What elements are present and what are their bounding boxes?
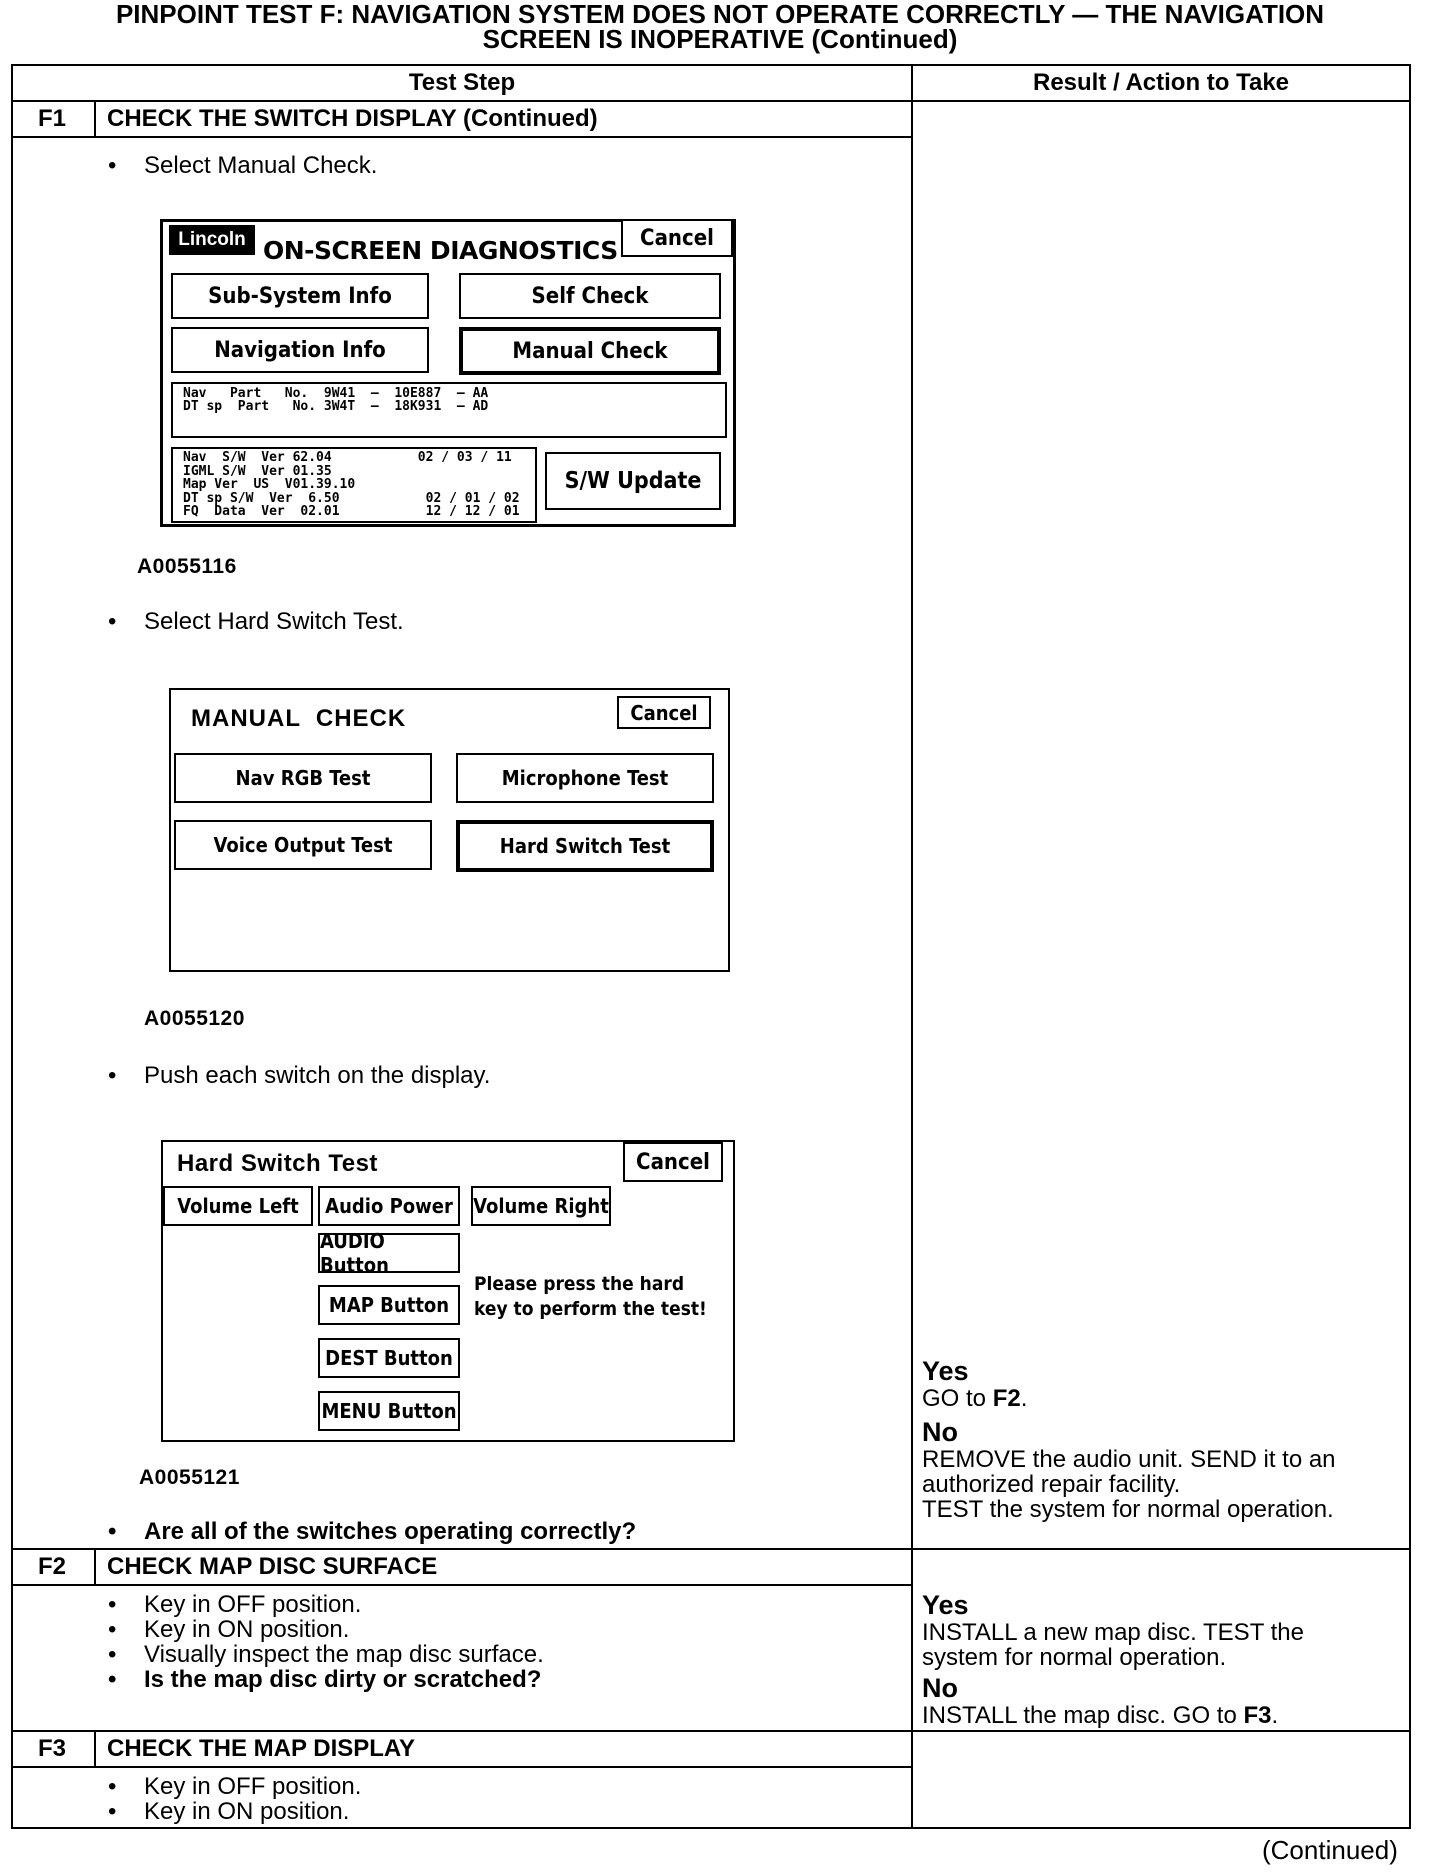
step-id-f3: F3: [38, 1735, 67, 1762]
f1-yes-action: GO to F2.: [922, 1385, 1028, 1412]
figure-hard-switch-test: [161, 1140, 735, 1442]
volume-left-button[interactable]: Volume Left: [163, 1186, 313, 1226]
voice-output-test-button[interactable]: Voice Output Test: [174, 820, 432, 870]
manual-check-title: MANUAL CHECK: [191, 705, 407, 732]
hard-switch-test-button[interactable]: Hard Switch Test: [456, 820, 714, 872]
part-number-panel: [171, 382, 727, 438]
continued-note: (Continued): [1262, 1835, 1398, 1865]
f3-step-key-off: • Key in OFF position.: [144, 1774, 361, 1799]
step-header-f3: CHECK THE MAP DISPLAY: [107, 1735, 416, 1762]
f1-no-line3: TEST the system for normal operation.: [922, 1496, 1334, 1523]
figure-caption-a0055116: A0055116: [137, 555, 237, 578]
f1-yes-label: Yes: [922, 1356, 969, 1386]
column-header-result: Result / Action to Take: [1032, 69, 1290, 96]
f3-step-key-on: • Key in ON position.: [144, 1799, 349, 1824]
f2-step-key-off: • Key in OFF position.: [144, 1592, 361, 1617]
map-hard-button[interactable]: MAP Button: [318, 1285, 460, 1325]
f2-result: [922, 1590, 1304, 1728]
figure-caption-a0055121: A0055121: [139, 1466, 240, 1489]
nav-rgb-test-button[interactable]: Nav RGB Test: [174, 753, 432, 803]
step-header-f1: CHECK THE SWITCH DISPLAY (Continued): [107, 105, 598, 132]
f1-question: • Are all of the switches operating correctly?: [144, 1519, 636, 1544]
f1-no-label: No: [922, 1417, 958, 1447]
f1-no-line1: REMOVE the audio unit. SEND it to an: [922, 1446, 1336, 1473]
f2-step-inspect-disc: • Visually inspect the map disc surface.: [144, 1642, 544, 1667]
microphone-test-button[interactable]: Microphone Test: [456, 753, 714, 803]
menu-hard-button[interactable]: MENU Button: [318, 1391, 460, 1431]
step-id-f2: F2: [38, 1553, 67, 1580]
dtsp-part-number: DT sp Part No. 3W4T – 18K931 – AD: [183, 399, 489, 414]
f1-step-select-hard-switch-test: • Select Hard Switch Test.: [144, 609, 404, 634]
nav-part-number: Nav Part No. 9W41 – 10E887 – AA: [183, 386, 489, 401]
sw-update-button[interactable]: S/W Update: [545, 452, 721, 510]
fq-data-version: FQ Data Ver 02.01 12 / 12 / 01: [183, 504, 520, 519]
f2-yes-line2: system for normal operation.: [922, 1644, 1227, 1671]
f1-step-push-each-switch: • Push each switch on the display.: [144, 1063, 490, 1088]
cancel-button[interactable]: Cancel: [623, 1142, 723, 1182]
sub-system-info-button[interactable]: Sub-System Info: [171, 273, 429, 319]
cancel-button[interactable]: Cancel: [621, 219, 733, 257]
f2-step-key-on: • Key in ON position.: [144, 1617, 349, 1642]
f2-no-label: No: [922, 1673, 958, 1703]
message-line2: key to perform the test!: [474, 1298, 707, 1320]
figure-caption-a0055120: A0055120: [144, 1007, 245, 1030]
audio-hard-button[interactable]: AUDIO Button: [318, 1233, 460, 1273]
dtsp-sw-version: DT sp S/W Ver 6.50 02 / 01 / 02: [183, 490, 520, 506]
software-version-panel: [171, 447, 537, 523]
dest-hard-button[interactable]: DEST Button: [318, 1338, 460, 1378]
f1-step-select-manual-check: • Select Manual Check.: [144, 153, 377, 178]
column-header-test-step: Test Step: [408, 69, 516, 96]
f1-result: [922, 1356, 1336, 1522]
cancel-button[interactable]: Cancel: [617, 696, 711, 729]
diagnostics-title: ON-SCREEN DIAGNOSTICS: [263, 236, 618, 265]
hard-switch-test-title: Hard Switch Test: [177, 1150, 378, 1177]
page-title-line2: SCREEN IS INOPERATIVE (Continued): [482, 24, 958, 54]
igml-sw-version: IGML S/W Ver 01.35: [183, 463, 332, 479]
step-id-f1: F1: [38, 105, 67, 132]
figure-manual-check: [169, 688, 730, 972]
nav-sw-version: Nav S/W Ver 62.04 02 / 03 / 11: [183, 450, 512, 465]
map-version: Map Ver US V01.39.10: [183, 477, 356, 492]
volume-right-button[interactable]: Volume Right: [471, 1186, 611, 1226]
manual-check-button[interactable]: Manual Check: [459, 327, 721, 375]
lincoln-logo: Lincoln: [169, 225, 255, 255]
f1-no-line2: authorized repair facility.: [922, 1471, 1181, 1498]
f2-question: • Is the map disc dirty or scratched?: [144, 1667, 541, 1692]
page-title-line1: PINPOINT TEST F: NAVIGATION SYSTEM DOES NOT OPERATE CORRECTLY — THE NAVIGATION: [115, 0, 1325, 29]
press-hard-key-message: [474, 1272, 707, 1322]
f2-yes-line1: INSTALL a new map disc. TEST the: [922, 1619, 1304, 1646]
page-title: [0, 2, 1440, 52]
f2-no-action: INSTALL the map disc. GO to F3.: [922, 1702, 1279, 1729]
step-header-f2: CHECK MAP DISC SURFACE: [107, 1553, 438, 1580]
message-line1: Please press the hard: [474, 1273, 685, 1295]
navigation-info-button[interactable]: Navigation Info: [171, 327, 429, 373]
f2-yes-label: Yes: [922, 1590, 969, 1620]
figure-onscreen-diagnostics: [160, 219, 736, 527]
self-check-button[interactable]: Self Check: [459, 273, 721, 319]
audio-power-button[interactable]: Audio Power: [318, 1186, 460, 1226]
